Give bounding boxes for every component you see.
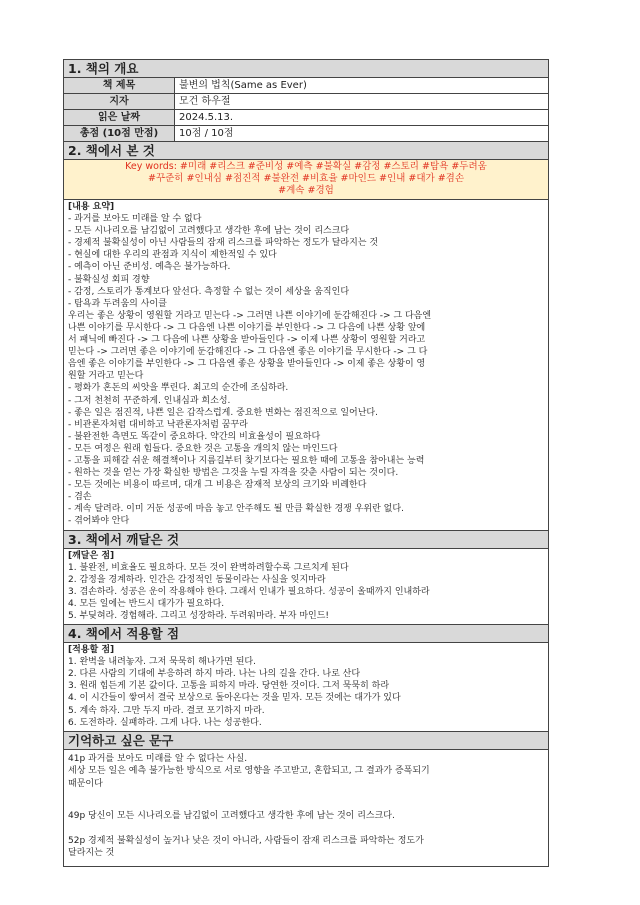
apply-line: 6. 도전하라. 실패하라. 그게 나다. 나는 성공한다. bbox=[68, 717, 262, 728]
realized-line: 2. 감정을 경계하라. 인간은 감정적인 동물이라는 사실을 잊지마라 bbox=[68, 574, 326, 585]
title-value: 불변의 법칙(Same as Ever) bbox=[175, 78, 548, 94]
summary-line: - 불확실성 회피 경향 bbox=[68, 274, 150, 285]
summary-line: - 고통을 피해갈 쉬운 해결책이나 지름길부터 찾기보다는 필요한 때에 고통을 참아내는 능력 bbox=[68, 455, 425, 466]
title-label: 책 제목 bbox=[64, 78, 175, 94]
overview-table bbox=[64, 78, 548, 142]
apply-tag: [적용할 점] bbox=[68, 645, 115, 656]
summary-line: 우리는 좋은 상황이 영원할 거라고 믿는다 -> 그러면 나쁜 이야기에 둔감해진다 -> 그 다음엔 bbox=[68, 310, 432, 321]
summary-line: 믿는다 -> 그러면 좋은 이야기에 둔감해진다 -> 그 다음엔 좋은 이야기를 무시한다 -> 그 다 bbox=[68, 347, 428, 358]
apply-heading: 4. 책에서 적용할 점 bbox=[64, 625, 548, 643]
memorable-heading: 기억하고 싶은 문구 bbox=[64, 732, 548, 750]
realized-line: 5. 부딪혀라. 경험해라. 그리고 성장하라. 두려워마라. 부자 마인드! bbox=[68, 611, 330, 621]
apply-line: 5. 계속 하자. 그만 두지 마라. 결코 포기하지 마라. bbox=[68, 705, 265, 716]
summary-line: 서 패닉에 빠진다 -> 그 다음에 나쁜 상황을 받아들인다 -> 이제 나쁜 상황이 영원할 거라고 bbox=[68, 335, 426, 346]
keywords-box bbox=[64, 160, 548, 200]
summary-tag: [내용 요약] bbox=[68, 202, 115, 212]
apply-body bbox=[64, 643, 548, 732]
summary-line: - 탐욕과 두려움의 사이클 bbox=[68, 298, 167, 309]
summary-line: - 겸손 bbox=[68, 492, 92, 503]
summary-line: - 그저 천천히 꾸준하게. 인내심과 희소성. bbox=[68, 395, 231, 406]
summary-line: 나쁜 이야기를 무시한다 -> 그 다음엔 나쁜 이야기를 부인한다 -> 그 다음에 나쁜 상황 앞에 bbox=[68, 322, 426, 333]
memorable-body bbox=[64, 750, 548, 866]
keywords-line: #계속 #경험 bbox=[278, 185, 334, 196]
summary-body bbox=[64, 200, 548, 531]
summary-line: - 불완전한 측면도 똑같이 중요하다. 약간의 비효율성이 필요하다 bbox=[68, 431, 321, 442]
realized-line: 4. 모든 일에는 반드시 대가가 필요하다. bbox=[68, 598, 225, 609]
summary-line: 원할 거라고 믿는다 bbox=[68, 371, 144, 382]
spacer bbox=[68, 790, 544, 810]
apply-line: 1. 완벽을 내려놓자. 그저 묵묵히 해나가면 된다. bbox=[68, 657, 256, 668]
summary-line: - 평화가 혼돈의 씨앗을 뿌린다. 최고의 순간에 조심하라. bbox=[68, 383, 289, 394]
summary-line: - 모든 것에는 비용이 따르며, 대개 그 비용은 잠재적 보상의 크기와 비례한다 bbox=[68, 480, 367, 491]
read-date-label: 읽은 날짜 bbox=[64, 110, 175, 126]
summary-line: - 원하는 것을 얻는 가장 확실한 방법은 그것을 누릴 자격을 갖춘 사람이 되는 것이다. bbox=[68, 468, 399, 479]
quote-line: 41p 과거를 보아도 미래를 알 수 없다는 사실. bbox=[68, 753, 248, 764]
apply-line: 2. 다른 사람의 기대에 부응하려 하지 마라. 나는 나의 길을 간다. 나로 산다 bbox=[68, 669, 361, 680]
summary-line: - 예측이 아닌 준비성. 예측은 불가능하다. bbox=[68, 262, 231, 273]
summary-line: - 모든 여정은 원래 힘들다. 중요한 것은 고통을 개의치 않는 마인드다 bbox=[68, 443, 338, 454]
apply-line: 4. 이 시간들이 쌓여서 결국 보상으로 돌아온다는 것을 믿자. 모든 것에는 대가가 있다 bbox=[68, 693, 401, 704]
score-value: 10점 / 10점 bbox=[175, 126, 548, 142]
summary-line: - 모든 시나리오를 남김없이 고려했다고 생각한 후에 남는 것이 리스크다 bbox=[68, 226, 350, 237]
keywords-line: #꾸준히 #인내심 #점진적 #불완전 #비효율 #마인드 #인내 #대가 #겸손 bbox=[147, 173, 465, 184]
summary-line: - 계속 달려라. 이미 거둔 성공에 마음 놓고 안주해도 될 만큼 확실한 경쟁 우위란 없다. bbox=[68, 504, 404, 515]
quote-line: 달라지는 것 bbox=[68, 848, 115, 859]
book-report bbox=[63, 59, 549, 867]
author-value: 모건 하우절 bbox=[175, 94, 548, 110]
summary-line: - 좋은 일은 점진적, 나쁜 일은 갑작스럽게. 중요한 변화는 점진적으로 일어난다. bbox=[68, 407, 378, 418]
summary-line: - 현실에 대한 우리의 관점과 지식이 제한적일 수 있다 bbox=[68, 250, 277, 261]
realized-heading: 3. 책에서 깨달은 것 bbox=[64, 531, 548, 549]
summary-line: - 겪어봐야 안다 bbox=[68, 516, 130, 527]
summary-line: - 감정, 스토리가 통계보다 앞선다. 측정할 수 없는 것이 세상을 움직인다 bbox=[68, 286, 350, 297]
realized-line: 1. 불완전, 비효율도 필요하다. 모든 것이 완벽하려할수록 그르치게 된다 bbox=[68, 562, 349, 573]
apply-line: 3. 원래 힘든게 기본 값이다. 고통을 피하지 마라. 당연한 것이다. 그저 묵묵히 하라 bbox=[68, 681, 390, 692]
quote-line: 49p 당신이 모든 시나리오를 남김없이 고려했다고 생각한 후에 남는 것이 리스크다. bbox=[68, 811, 395, 822]
overview-heading: 1. 책의 개요 bbox=[64, 60, 548, 78]
keywords-line: Key words: #미래 #리스크 #준비성 #예측 #불확실 #감정 #스토리 #탐욕 #두려움 bbox=[125, 161, 487, 172]
summary-line: - 경제적 불확실성이 아닌 사람들의 잠재 리스크를 파악하는 정도가 달라지는 것 bbox=[68, 238, 379, 249]
spacer bbox=[68, 823, 544, 835]
quote-line: 세상 모든 일은 예측 불가능한 방식으로 서로 영향을 주고받고, 혼합되고, 그 결과가 증폭되기 bbox=[68, 766, 430, 777]
quote-line: 때문이다 bbox=[68, 778, 103, 789]
realized-tag: [깨달은 점] bbox=[68, 550, 115, 561]
quote-line: 52p 경제적 불확실성이 높거나 낮은 것이 아니라, 사람들이 잠재 리스크를 파악하는 정도가 bbox=[68, 835, 424, 846]
realized-line: 3. 겸손하라. 성공은 운이 작용해야 한다. 그래서 인내가 필요하다. 성공이 올때까지 인내하라 bbox=[68, 586, 430, 597]
realized-body bbox=[64, 549, 548, 626]
summary-line: - 비관론자처럼 대비하고 낙관론자처럼 꿈꾸라 bbox=[68, 419, 248, 430]
read-date-value: 2024.5.13. bbox=[175, 110, 548, 126]
seen-heading: 2. 책에서 본 것 bbox=[64, 142, 548, 160]
author-label: 지자 bbox=[64, 94, 175, 110]
summary-line: - 과거를 보아도 미래를 알 수 없다 bbox=[68, 214, 202, 225]
score-label: 총점 (10점 만점) bbox=[64, 126, 175, 142]
summary-line: 음엔 좋은 이야기를 부인한다 -> 그 다음엔 좋은 상황을 받아들인다 -> 이제 좋은 상황이 영 bbox=[68, 359, 426, 370]
